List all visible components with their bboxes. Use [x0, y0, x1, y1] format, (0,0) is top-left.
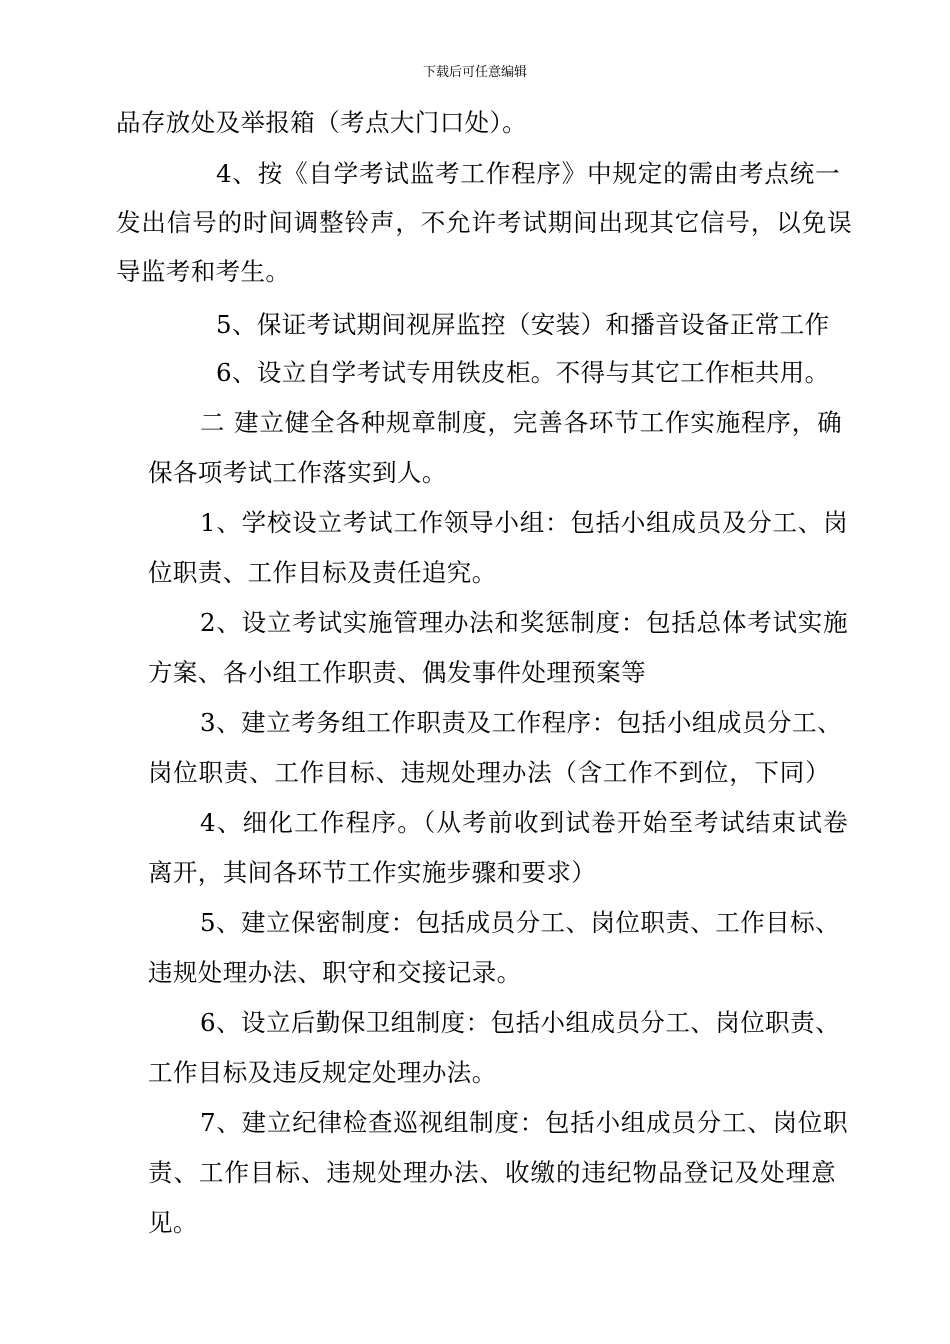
text-line: 违规处理办法、职守和交接记录。 — [148, 958, 522, 987]
text-line: 5、建立保密制度：包括成员分工、岗位职责、工作目标、 — [200, 908, 840, 937]
text-line: 离开，其间各环节工作实施步骤和要求） — [148, 858, 597, 887]
text-line: 7、建立纪律检查巡视组制度：包括小组成员分工、岗位职 — [200, 1108, 848, 1137]
text-line: 保各项考试工作落实到人。 — [148, 458, 447, 487]
text-line: 位职责、工作目标及责任追究。 — [148, 558, 497, 587]
text-line: 二 建立健全各种规章制度，完善各环节工作实施程序，确 — [200, 408, 842, 437]
text-line: 品存放处及举报箱（考点大门口处）。 — [116, 108, 528, 137]
text-line: 发出信号的时间调整铃声，不允许考试期间出现其它信号，以免误 — [116, 208, 852, 237]
text-line: 1、学校设立考试工作领导小组：包括小组成员及分工、岗 — [200, 508, 848, 537]
text-line: 责、工作目标、违规处理办法、收缴的违纪物品登记及处理意 — [148, 1158, 836, 1187]
text-line: 2、设立考试实施管理办法和奖惩制度：包括总体考试实施 — [200, 608, 848, 637]
text-line: 4、细化工作程序。（从考前收到试卷开始至考试结束试卷 — [200, 808, 848, 837]
text-line: 方案、各小组工作职责、偶发事件处理预案等 — [148, 658, 646, 687]
text-line: 导监考和考生。 — [116, 257, 291, 286]
text-line: 工作目标及违反规定处理办法。 — [148, 1058, 497, 1087]
text-line: 见。 — [148, 1208, 198, 1237]
text-line: 6、设立自学考试专用铁皮柜。不得与其它工作柜共用。 — [216, 358, 830, 387]
text-line: 5、保证考试期间视屏监控（安装）和播音设备正常工作 — [216, 310, 830, 339]
text-line: 6、设立后勤保卫组制度：包括小组成员分工、岗位职责、 — [200, 1008, 840, 1037]
text-line: 3、建立考务组工作职责及工作程序：包括小组成员分工、 — [200, 708, 842, 737]
text-line: 岗位职责、工作目标、违规处理办法（含工作不到位，下同） — [148, 758, 830, 787]
text-line: 4、按《自学考试监考工作程序》中规定的需由考点统一 — [216, 159, 840, 188]
page-header: 下载后可任意编辑 — [422, 65, 527, 80]
